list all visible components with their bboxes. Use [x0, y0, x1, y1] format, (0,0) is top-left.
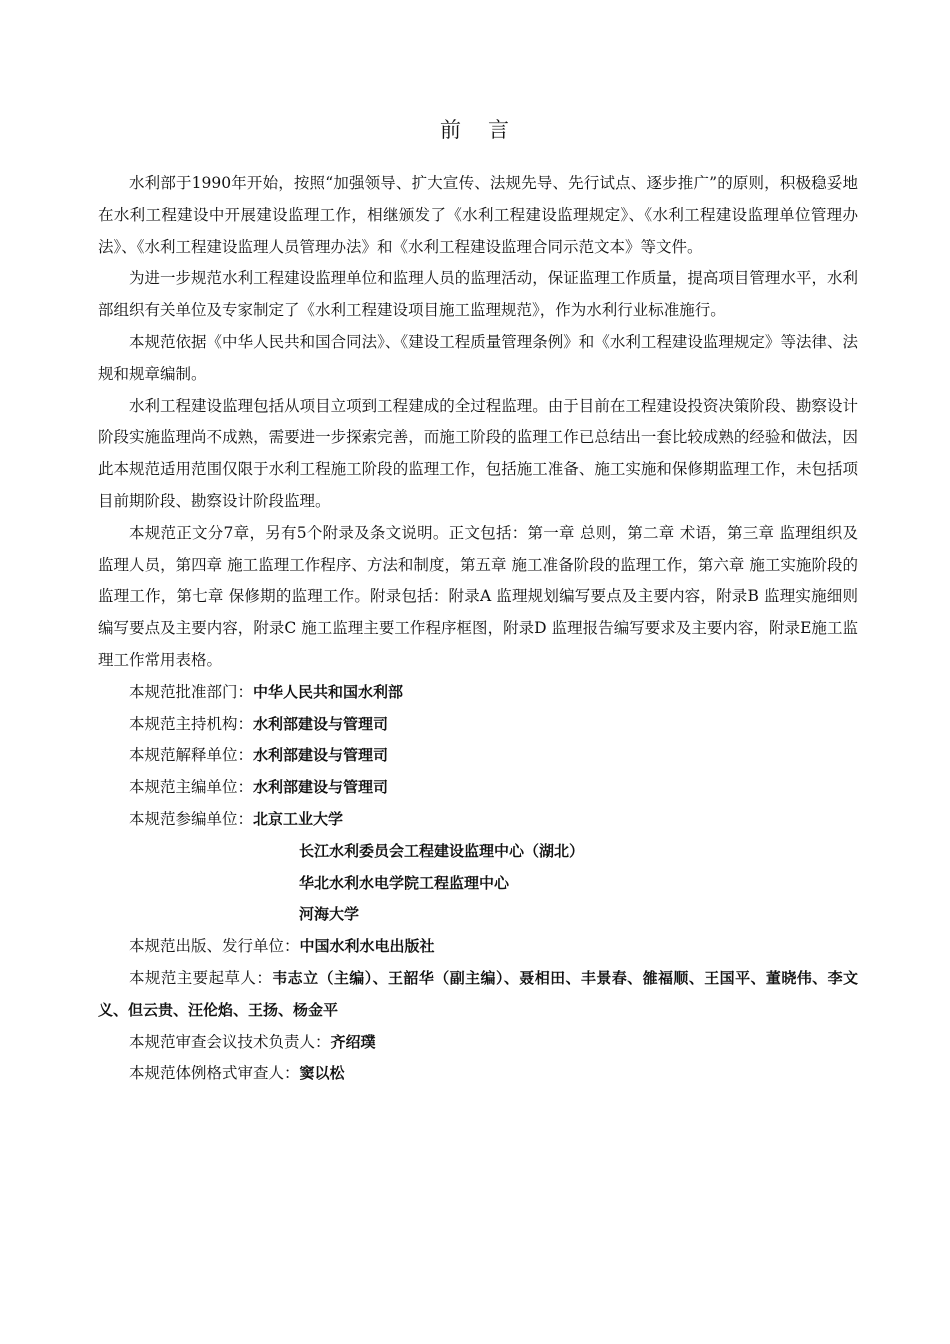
paragraph-structure: 本规范正文分7章，另有5个附录及条文说明。正文包括：第一章 总则，第二章 术语，第三章 监理组织及监理人员，第四章 施工监理工作程序、方法和制度，第五章 施工准备阶段的监理工作，第六章 施工实施阶段的监理工作，第七章 保修期的监理工作。附录包括：附录A 监理规划编写要点及主要内容，附录B 监理实施细则编写要点及主要内容，附录C 施工监理主要工作程序框图，附录D 监理报告编写要求及主要内容，附录E施工监理工作常用表格。 — [98, 523, 858, 669]
meta-publisher-label: 本规范出版、发行单位： — [129, 937, 300, 956]
meta-participant — [98, 804, 858, 836]
meta-participant-row-3 — [98, 868, 858, 900]
meta-approval — [98, 677, 858, 709]
meta-participant-row-4 — [98, 899, 858, 931]
meta-interpret-value: 水利部建设与管理司 — [253, 746, 389, 765]
meta-participant-2: 长江水利委员会工程建设监理中心（湖北） — [299, 841, 585, 860]
meta-review-value: 齐绍璞 — [330, 1032, 376, 1051]
meta-interpret — [98, 740, 858, 772]
meta-host-label: 本规范主持机构： — [129, 714, 254, 733]
meta-chief — [98, 772, 858, 804]
meta-participant-row-2 — [98, 836, 858, 868]
meta-format-value: 窦以松 — [299, 1064, 345, 1083]
title-char-2: 言 — [488, 118, 510, 142]
meta-participant-1: 北京工业大学 — [253, 809, 344, 828]
meta-host — [98, 709, 858, 741]
meta-block — [98, 677, 858, 1090]
paragraph-scope: 水利工程建设监理包括从项目立项到工程建成的全过程监理。由于目前在工程建设投资决策阶段、勘察设计阶段实施监理尚不成熟，需要进一步探索完善，而施工阶段的监理工作已总结出一套比较成熟的经验和做法，因此本规范适用范围仅限于水利工程施工阶段的监理工作，包括施工准备、施工实施和保修期监理工作，未包括项目前期阶段、勘察设计阶段监理。 — [98, 396, 858, 510]
meta-interpret-label: 本规范解释单位： — [129, 746, 254, 765]
paragraph-history: 水利部于1990年开始，按照“加强领导、扩大宣传、法规先导、先行试点、逐步推广”的原则，积极稳妥地在水利工程建设中开展建设监理工作，相继颁发了《水利工程建设监理规定》、《水利工程建设监理单位管理办法》、《水利工程建设监理人员管理办法》和《水利工程建设监理合同示范文本》等文件。 — [98, 174, 858, 256]
meta-review — [98, 1027, 858, 1059]
paragraph-purpose: 为进一步规范水利工程建设监理单位和监理人员的监理活动，保证监理工作质量，提高项目管理水平，水利部组织有关单位及专家制定了《水利工程建设项目施工监理规范》，作为水利行业标准施行。 — [98, 269, 858, 320]
meta-drafters — [98, 963, 858, 1027]
meta-approval-value: 中华人民共和国水利部 — [253, 682, 404, 701]
meta-publisher — [98, 931, 858, 963]
meta-format-label: 本规范体例格式审查人： — [129, 1064, 300, 1083]
meta-participant-label: 本规范参编单位： — [129, 809, 254, 828]
meta-participant-4: 河海大学 — [299, 905, 360, 924]
page-title — [0, 114, 950, 144]
meta-format — [98, 1058, 858, 1090]
meta-drafters-value: 韦志立（主编）、王韶华（副主编）、聂相田、丰景春、雒福顺、王国平、董晓伟、李文义、但云贵、汪伦焰、王扬、杨金平 — [98, 968, 858, 1019]
meta-host-value: 水利部建设与管理司 — [253, 714, 389, 733]
meta-publisher-value: 中国水利水电出版社 — [299, 937, 435, 956]
meta-participant-3: 华北水利水电学院工程监理中心 — [299, 873, 510, 892]
meta-chief-value: 水利部建设与管理司 — [253, 778, 389, 797]
meta-chief-label: 本规范主编单位： — [129, 778, 254, 797]
document-body — [98, 168, 858, 1090]
title-char-1: 前 — [440, 118, 462, 142]
meta-approval-label: 本规范批准部门： — [129, 682, 254, 701]
meta-drafters-label: 本规范主要起草人： — [129, 968, 273, 987]
paragraph-basis: 本规范依据《中华人民共和国合同法》、《建设工程质量管理条例》和《水利工程建设监理规定》等法律、法规和规章编制。 — [98, 332, 858, 383]
meta-review-label: 本规范审查会议技术负责人： — [129, 1032, 331, 1051]
